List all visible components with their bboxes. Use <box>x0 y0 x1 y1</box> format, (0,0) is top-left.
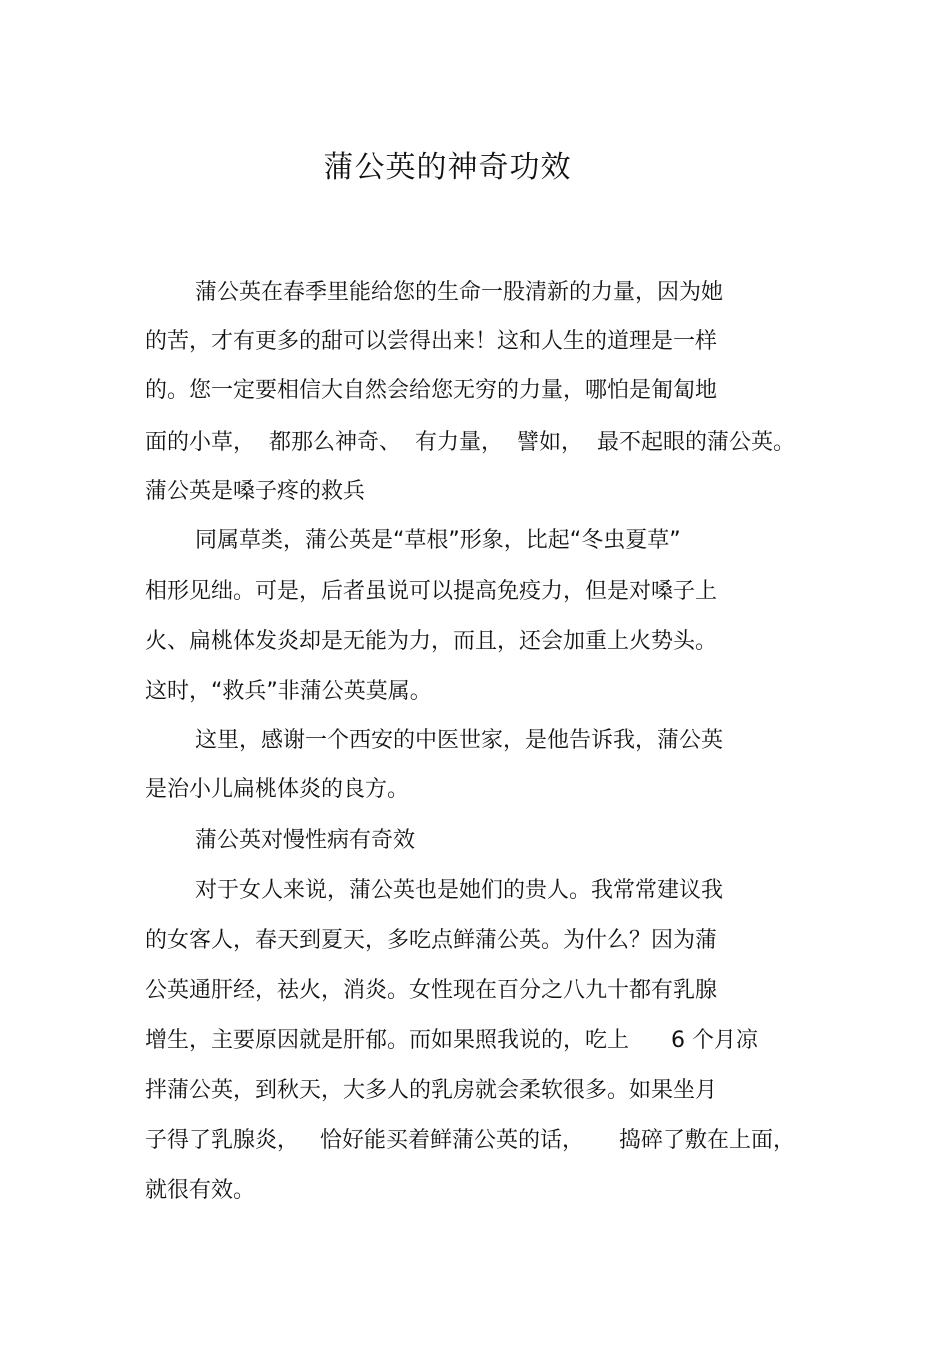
text-line: 这时，“救兵”非蒲公英莫属。 <box>145 679 432 704</box>
section-heading: 蒲公英是嗓子疼的救兵 <box>145 479 366 504</box>
text-line: 的女客人，春天到夏天，多吃点鲜蒲公英。为什么？因为蒲 <box>145 928 718 953</box>
text-line: 的苦，才有更多的甜可以尝得出来！这和人生的道理是一样 <box>145 329 718 354</box>
text-line: 是治小儿扁桃体炎的良方。 <box>145 777 410 802</box>
text-line: 蒲公英在春季里能给您的生命一股清新的力量，因为她 <box>195 280 724 305</box>
text-line: 这里，感谢一个西安的中医世家，是他告诉我，蒲公英 <box>195 728 724 753</box>
text-line: 对于女人来说，蒲公英也是她们的贵人。我常常建议我 <box>195 878 724 903</box>
text-line: 面的小草， 都那么神奇、 有力量， 譬如， 最不起眼的蒲公英。 <box>145 430 795 455</box>
text-line: 就很有效。 <box>145 1178 256 1203</box>
text-line: 公英通肝经，祛火，消炎。女性现在百分之八九十都有乳腺 <box>145 978 718 1003</box>
text-line: 火、扁桃体发炎却是无能为力，而且，还会加重上火势头。 <box>145 629 718 654</box>
text-line: 增生，主要原因就是肝郁。而如果照我说的，吃上 6 个月凉 <box>145 1028 758 1053</box>
text-line: 同属草类，蒲公英是“草根”形象，比起“冬虫夏草” <box>195 528 681 553</box>
text-line: 子得了乳腺炎， 恰好能买着鲜蒲公英的话， 捣碎了敷在上面， <box>145 1128 795 1153</box>
section-heading: 蒲公英对慢性病有奇效 <box>195 828 416 853</box>
document-title: 蒲公英的神奇功效 <box>323 150 572 185</box>
text-line: 相形见绌。可是，后者虽说可以提高免疫力，但是对嗓子上 <box>145 579 718 604</box>
text-line: 的。您一定要相信大自然会给您无穷的力量，哪怕是匍匐地 <box>145 378 718 403</box>
text-line: 拌蒲公英，到秋天，大多人的乳房就会柔软很多。如果坐月 <box>145 1078 718 1103</box>
